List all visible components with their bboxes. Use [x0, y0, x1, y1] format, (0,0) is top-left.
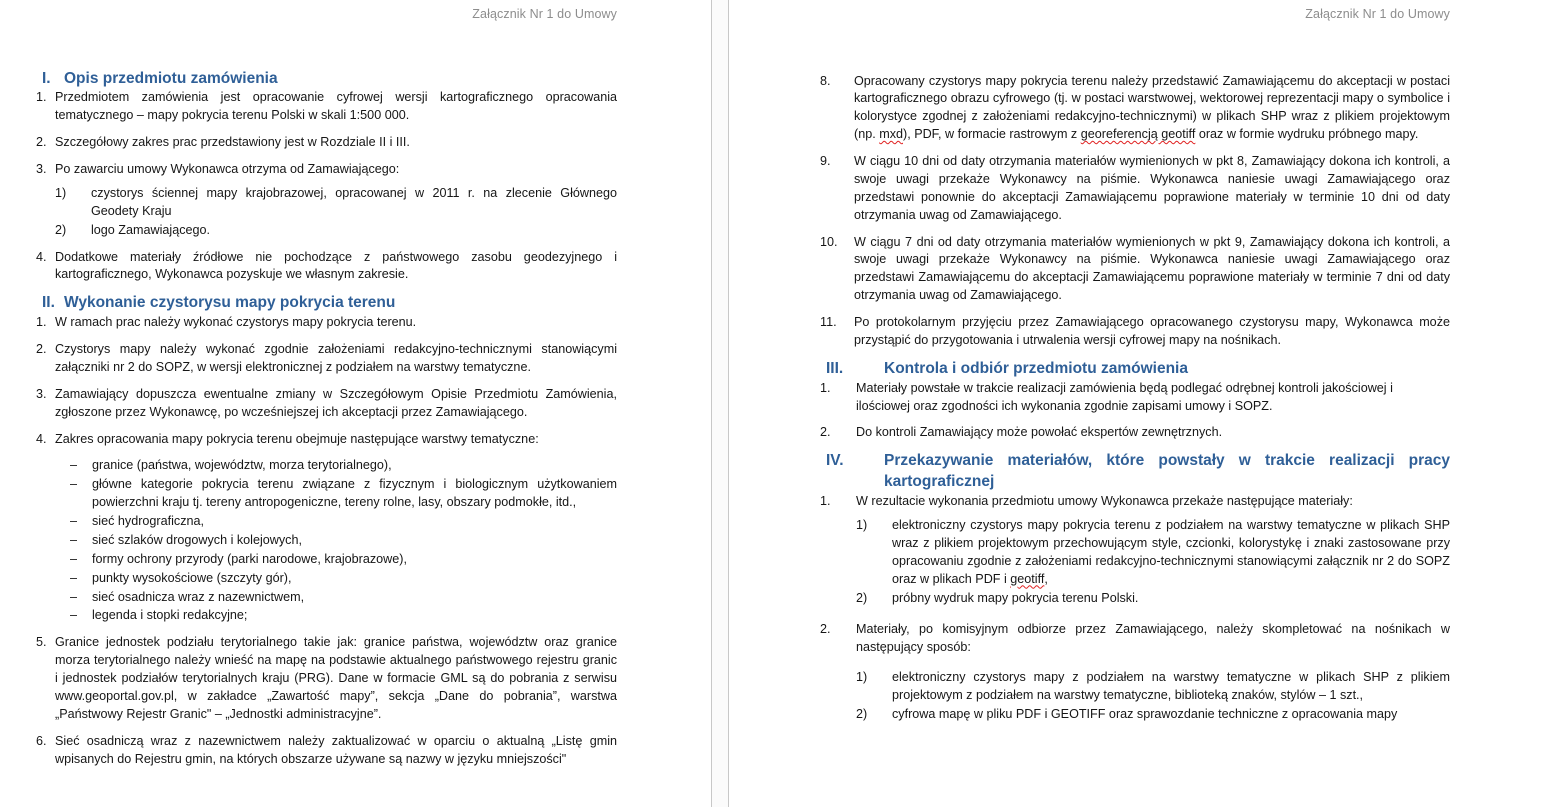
- text-fragment: Opracowany czystorys mapy pokrycia terenu należy przedstawić Zamawiającemu do akceptacji w postaci kartograficznego obrazu cyfrowego (tj. w postaci warstwowej, wektorowej reprezentacji mapy o symbolice i kolorystyce zgodnej z założeniami redakcyjno-technicznymi) w plikach SHP wraz z plikiem projektowym (np.: [854, 73, 1450, 142]
- list-marker: 2.: [820, 425, 831, 440]
- sub-list-text: [892, 518, 1450, 586]
- list-marker: 9.: [820, 154, 831, 168]
- section-numeral-I: I.: [42, 69, 51, 87]
- list-marker: 2.: [36, 135, 47, 150]
- list-item: [820, 493, 1450, 607]
- dash-text: punkty wysokościowe (szczyty gór),: [92, 570, 292, 585]
- dash-list-item: [55, 457, 617, 475]
- list-text: Zakres opracowania mapy pokrycia terenu obejmuje następujące warstwy tematyczne:: [55, 431, 539, 446]
- dash-list-item: [55, 570, 617, 588]
- misspelled-word: mxd: [879, 127, 903, 142]
- document-page-right: [729, 0, 1541, 807]
- list-text: [854, 74, 1450, 142]
- sub-list-marker: 1): [856, 670, 868, 685]
- sub-list-marker: 2): [856, 590, 868, 605]
- list-marker: 1.: [820, 494, 831, 509]
- section-heading-I: [18, 69, 617, 90]
- sub-list: [856, 669, 1450, 724]
- dash-list-item: [55, 532, 617, 550]
- list-text: Szczegółowy zakres prac przedstawiony jest w Rozdziale II i III.: [55, 135, 410, 150]
- sub-list-marker: 1): [55, 185, 67, 200]
- list-item: [18, 161, 617, 240]
- dash-marker: –: [70, 570, 78, 585]
- list-text: W ramach prac należy wykonać czystorys mapy pokrycia terenu.: [55, 315, 417, 330]
- sub-list-marker: 1): [856, 518, 868, 533]
- list-marker: 1.: [36, 90, 47, 105]
- section-title-IV: [884, 451, 1450, 493]
- section-II-list: [18, 314, 617, 768]
- sub-list-text: logo Zamawiającego.: [91, 222, 211, 237]
- list-text: Materiały powstałe w trakcie realizacji zamówienia będą podlegać odrębnej kontroli jakościowej i ilościowej oraz zgodności ich wykonania zgodnie zapisami umowy i SOPZ.: [856, 380, 1393, 413]
- dash-text: sieć osadnicza wraz z nazewnictwem,: [92, 589, 305, 604]
- section-heading-II: [18, 293, 617, 314]
- dash-list-item: [55, 513, 617, 531]
- list-text: Sieć osadniczą wraz z nazewnictwem należy zaktualizować w oparciu o aktualną „Listę gmin wpisanych do Rejestru gmin, na których obszarze używane są nazwy w języku mniejszości": [55, 733, 617, 766]
- text-fragment: ), PDF, w formacie rastrowym z: [903, 127, 1081, 142]
- sub-list-item: [856, 669, 1450, 705]
- section-heading-IV: [820, 451, 1450, 493]
- dash-marker: –: [70, 477, 78, 492]
- list-text: W ciągu 7 dni od daty otrzymania materiałów wymienionych w pkt 9, Zamawiający dokona ich kontroli, a swoje uwagi przekaże Wykonawcy na piśmie. Wykonawca naniesie uwagi Zamawiającego oraz przedstawi Zamawiającemu do akceptacji Zamawiającemu poprawione materiały w terminie 7 dni od daty otrzymania uwag od Zamawiającego.: [854, 234, 1450, 303]
- list-text: Do kontroli Zamawiający może powołać ekspertów zewnętrznych.: [856, 425, 1223, 440]
- list-item: [820, 153, 1450, 225]
- list-marker: 10.: [820, 234, 838, 249]
- sub-list-item: [856, 517, 1450, 589]
- dash-list-item: [55, 589, 617, 607]
- section-I-list: [18, 89, 617, 284]
- list-marker: 1.: [36, 315, 47, 330]
- dash-marker: –: [70, 532, 78, 547]
- sub-list-item: [55, 185, 617, 221]
- sub-list-item: [856, 706, 1450, 724]
- text-fragment: elektroniczny czystorys mapy pokrycia terenu z podziałem na warstwy tematyczne w plikach SHP wraz z plikiem projektowym przechowującym style, czcionki, kolorystykę i znaki zastosowane przy opracowaniu zgodnie z założeniami redakcyjno-technicznymi stanowiącymi załącznik nr 2 do SOPZ oraz w plikach PDF i: [892, 518, 1450, 586]
- dash-text: granice (państwa, województw, morza terytorialnego),: [92, 458, 392, 473]
- dash-marker: –: [70, 514, 78, 529]
- section-numeral-II: II.: [42, 294, 55, 312]
- sub-list-marker: 2): [55, 222, 67, 237]
- dash-text: legenda i stopki redakcyjne;: [92, 608, 248, 623]
- sub-list-item: [55, 222, 617, 240]
- list-item: [18, 733, 617, 769]
- list-text: W rezultacie wykonania przedmiotu umowy Wykonawca przekaże następujące materiały:: [856, 494, 1353, 509]
- list-item: [18, 634, 617, 723]
- list-item: [18, 341, 617, 377]
- list-marker: 8.: [820, 73, 831, 88]
- page-header-right: Załącznik Nr 1 do Umowy: [1305, 7, 1450, 21]
- list-text: Po zawarciu umowy Wykonawca otrzyma od Zamawiającego:: [55, 162, 400, 177]
- list-marker: 1.: [820, 380, 831, 395]
- dash-marker: –: [70, 551, 78, 566]
- right-page-top-list: [820, 73, 1450, 350]
- section-title-I: Opis przedmiotu zamówienia: [64, 69, 278, 87]
- misspelled-word: geotiff: [1010, 571, 1045, 586]
- dash-list-item: [55, 607, 617, 625]
- list-text: Granice jednostek podziału terytorialnego takie jak: granice państwa, województw oraz granice morza terytorialnego należy wnieść na mapę na podstawie aktualnego państwowego rejestru granic i jednostek podziałów terytorialnych kraju (PRG). Dane w formacie GML są do pobrania z serwisu www.geoportal.gov.pl, w zakładce „Zawartość mapy”, sekcja „Dane do pobrania”, warstwa „Państwowy Rejestr Granic" – „Jednostki administracyjne”.: [55, 635, 617, 721]
- list-marker: 6.: [36, 733, 47, 748]
- list-marker: 3.: [36, 386, 47, 401]
- list-marker: 4.: [36, 249, 47, 264]
- dash-list-item: [55, 551, 617, 569]
- list-marker: 2.: [820, 622, 831, 637]
- list-text: Przedmiotem zamówienia jest opracowanie cyfrowej wersji kartograficznego opracowania tematycznego – mapy pokrycia terenu Polski w skali 1:500 000.: [55, 90, 617, 123]
- list-item: [820, 73, 1450, 145]
- list-text: Materiały, po komisyjnym odbiorze przez Zamawiającego, należy skompletować na nośnikach w następujący sposób:: [856, 622, 1450, 655]
- list-item: [18, 314, 617, 332]
- list-item: [18, 386, 617, 422]
- list-item: [820, 424, 1450, 442]
- list-marker: 3.: [36, 162, 47, 177]
- sub-list-text: próbny wydruk mapy pokrycia terenu Polski.: [892, 590, 1139, 605]
- list-item: [820, 234, 1450, 306]
- list-marker: 5.: [36, 635, 47, 650]
- section-title-IV-line1: Przekazywanie materiałów, które powstały w trakcie realizacji pracy: [884, 452, 1450, 470]
- header-spacer: [18, 21, 617, 69]
- dash-marker: –: [70, 458, 78, 473]
- list-marker: 2.: [36, 342, 47, 357]
- list-item: [820, 314, 1450, 350]
- dash-text: formy ochrony przyrody (parki narodowe, krajobrazowe),: [92, 551, 407, 566]
- misspelled-word: georeferencją geotiff: [1080, 127, 1196, 142]
- list-text: Po protokolarnym przyjęciu przez Zamawiającego opracowanego czystorysu mapy, Wykonawca może przystąpić do przygotowania i utrwalenia wersji cyfrowej mapy na nośnikach.: [854, 315, 1450, 347]
- dash-list: [55, 457, 617, 625]
- list-item: [820, 380, 1450, 416]
- section-numeral-III: III.: [826, 359, 844, 377]
- section-heading-III: [820, 359, 1450, 380]
- sub-list-item: [856, 590, 1450, 608]
- text-fragment: ,: [1044, 571, 1048, 586]
- dash-text: główne kategorie pokrycia terenu związane z fizycznym i biologicznym użytkowaniem powierzchni kraju tj. tereny antropogeniczne, tereny rolne, lasy, obszary podmokłe, itd.,: [92, 477, 617, 510]
- list-marker: 4.: [36, 431, 47, 446]
- page-header-left: Załącznik Nr 1 do Umowy: [472, 7, 617, 21]
- sub-list-text: elektroniczny czystorys mapy z podziałem na warstwy tematyczne w plikach SHP z plikiem projektowym z podziałem na warstwy tematyczne, biblioteką znaków, stylów – 1 szt.,: [892, 670, 1450, 703]
- sub-list: [856, 517, 1450, 607]
- page-divider: [711, 0, 729, 807]
- list-marker: 11.: [820, 315, 837, 329]
- list-text: Dodatkowe materiały źródłowe nie pochodzące z państwowego zasobu geodezyjnego i kartograficznego, Wykonawca pozyskuje we własnym zakresie.: [55, 249, 617, 282]
- dash-marker: –: [70, 608, 78, 623]
- dash-marker: –: [70, 589, 78, 604]
- dash-list-item: [55, 476, 617, 512]
- list-item: [18, 89, 617, 125]
- section-title-II: Wykonanie czystorysu mapy pokrycia terenu: [64, 294, 396, 312]
- text-fragment: oraz w formie wydruku próbnego mapy.: [1195, 127, 1419, 142]
- list-text: Zamawiający dopuszcza ewentualne zmiany w Szczegółowym Opisie Przedmiotu Zamówienia, zgłoszone przez Wykonawcę, po wcześniejszej ich akceptacji przez Zamawiającego.: [55, 386, 617, 419]
- sub-list: [55, 185, 617, 240]
- list-item: [18, 134, 617, 152]
- list-item: [18, 249, 617, 285]
- section-IV-list: [820, 493, 1450, 724]
- dash-text: sieć hydrograficzna,: [92, 514, 204, 529]
- list-item: [18, 431, 617, 626]
- list-text: W ciągu 10 dni od daty otrzymania materiałów wymienionych w pkt 8, Zamawiający dokona ich kontroli, a swoje uwagi przekaże Wykonawcy na piśmie. Wykonawca naniesie uwagi Zamawiającego oraz przedstawi ponownie do akceptacji Zamawiającemu poprawione materiały w terminie 10 dni od daty otrzymania uwag od Zamawiającego.: [854, 154, 1450, 222]
- header-spacer: [820, 21, 1450, 73]
- list-text: Czystorys mapy należy wykonać zgodnie założeniami redakcyjno-technicznymi stanowiącymi załączniki nr 2 do SOPZ, w wersji elektronicznej z podziałem na warstwy tematyczne.: [55, 342, 617, 374]
- sub-list-marker: 2): [856, 706, 868, 721]
- list-item: [820, 621, 1450, 723]
- section-numeral-IV: IV.: [826, 452, 844, 470]
- dash-text: sieć szlaków drogowych i kolejowych,: [92, 532, 302, 547]
- section-title-IV-line2: kartograficznej: [884, 473, 995, 491]
- sub-list-text: czystorys ściennej mapy krajobrazowej, opracowanej w 2011 r. na zlecenie Głównego Geodety Kraju: [91, 185, 617, 218]
- document-page-left: [0, 0, 711, 807]
- section-title-III: Kontrola i odbiór przedmiotu zamówienia: [884, 359, 1188, 377]
- sub-list-text: cyfrowa mapę w pliku PDF i GEOTIFF oraz sprawozdanie techniczne z opracowania mapy: [892, 706, 1398, 721]
- section-III-list: [820, 380, 1450, 443]
